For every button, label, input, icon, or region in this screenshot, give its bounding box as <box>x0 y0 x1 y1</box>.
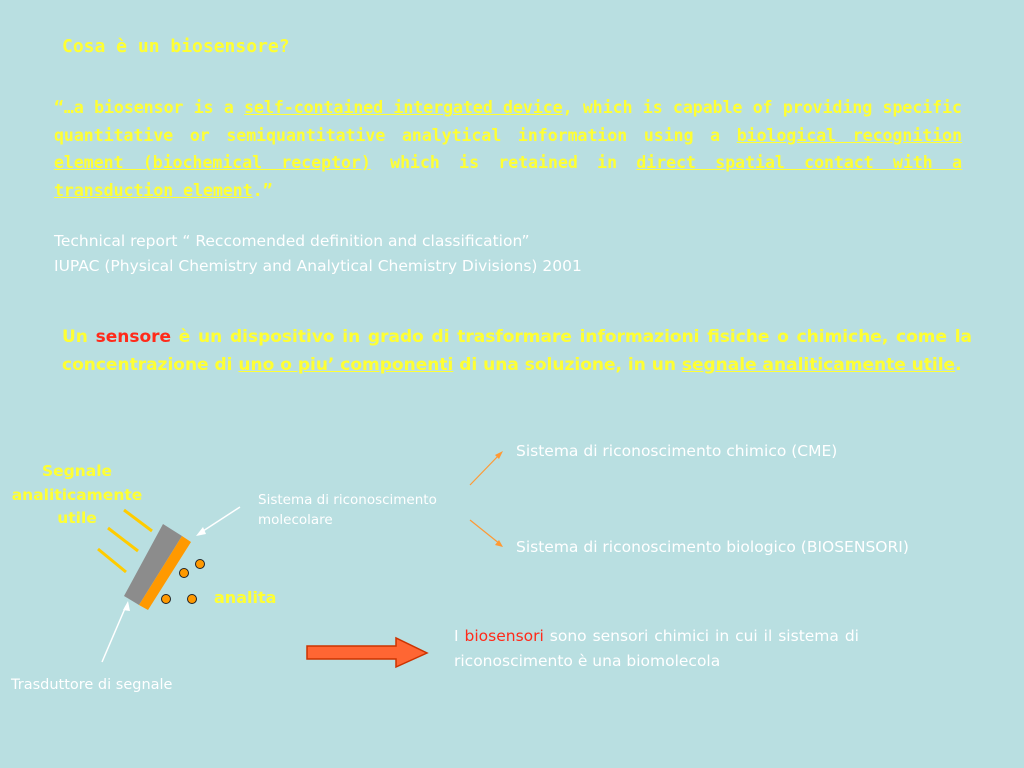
note-highlight: biosensori <box>464 627 544 645</box>
report-line-2: IUPAC (Physical Chemistry and Analytical Chemistry Divisions) 2001 <box>54 257 582 275</box>
analyte-dot-3 <box>162 595 171 604</box>
quote-underlined-2: biological recognition element (biochemical receptor) <box>54 125 963 172</box>
note-text-1: I <box>454 627 465 645</box>
quote-text-1: “…a biosensor is a <box>54 98 245 117</box>
branch-arrow-up-line <box>470 454 500 485</box>
cme-label: Sistema di riconoscimento chimico (CME) <box>516 442 838 460</box>
quote-text-4: .” <box>252 180 273 200</box>
analyte-dot-1 <box>196 560 205 569</box>
sensor-text-4: . <box>955 355 962 375</box>
analyte-dot-4 <box>188 595 197 604</box>
sensor-text-2: è un dispositivo in grado di trasformare informazioni fisiche o chimiche, come la concentrazione di <box>62 327 973 375</box>
molecular-label-line-2: molecolare <box>258 512 333 528</box>
transducer-label: Trasduttore di segnale <box>11 677 173 693</box>
result-arrow <box>307 638 427 667</box>
biosensor-note <box>454 624 859 674</box>
transducer-pointer-head <box>123 601 130 611</box>
report-line-1: Technical report “ Reccomended definition and classification” <box>54 232 530 250</box>
quote-text-3: which is retained in <box>370 153 637 172</box>
note-text-2: sono sensori chimici in cui il sistema di riconoscimento è una biomolecola <box>454 627 859 670</box>
signal-label-line-3: utile <box>57 509 97 527</box>
analyte-label: analita <box>214 588 277 607</box>
sensor-underlined-1: uno o piu’ componenti <box>238 355 454 375</box>
molecular-pointer-head <box>196 527 206 536</box>
sensor-highlight: sensore <box>95 327 172 347</box>
slide-title: Cosa è un biosensore? <box>62 36 290 57</box>
sensor-text-3: di una soluzione, in un <box>453 355 682 375</box>
signal-line-2 <box>108 528 138 551</box>
analyte-dot-2 <box>180 569 189 578</box>
transducer-pointer-line <box>102 606 126 662</box>
molecular-pointer-line <box>200 507 240 533</box>
signal-label-line-2: analiticamente <box>11 485 143 504</box>
biosensor-branch-label: Sistema di riconoscimento biologico (BIOSENSORI) <box>516 538 909 556</box>
molecular-recognition-label <box>258 490 478 530</box>
signal-line-3 <box>98 549 126 572</box>
sensor-text-1: Un <box>62 327 96 347</box>
molecular-label-line-1: Sistema di riconoscimento <box>258 492 437 508</box>
quote-underlined-1: self-contained intergated device <box>244 98 563 117</box>
signal-label <box>0 460 154 531</box>
sensor-underlined-2: segnale analiticamente utile <box>681 355 956 375</box>
quote-text-2: , which is capable of providing specific quantitative or semiquantitative analytical information using a <box>54 98 962 145</box>
signal-label-line-1: Segnale <box>41 462 113 480</box>
quote-underlined-3: direct spatial contact with a transduction element <box>54 153 963 200</box>
